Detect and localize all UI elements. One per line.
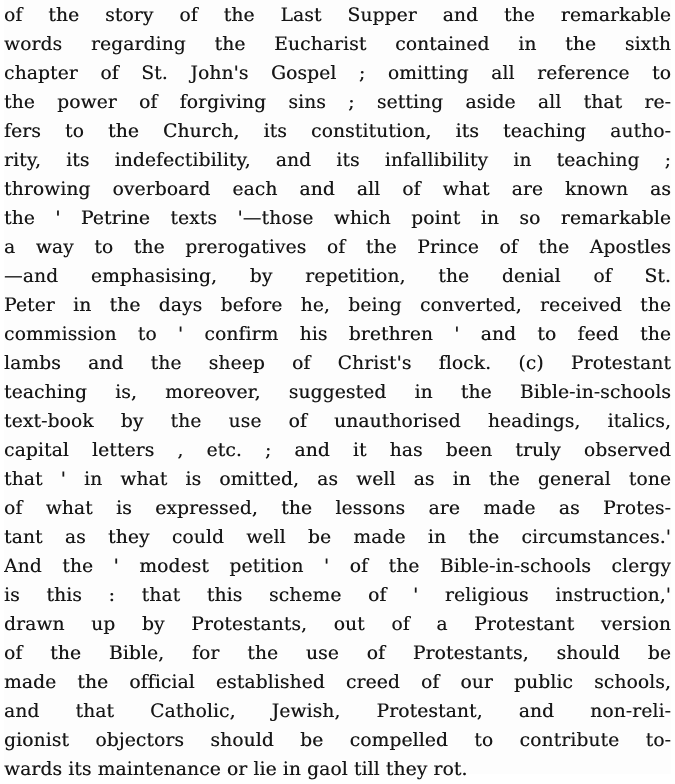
text-line-3: chapter of St. John's Gospel ; omitting all reference to xyxy=(4,63,671,84)
text-line-6: rity, its indefectibility, and its infallibility in teaching ; xyxy=(4,150,671,171)
text-line-1: of the story of the Last Supper and the remarkable xyxy=(4,5,671,26)
text-line-5: fers to the Church, its constitution, its teaching autho- xyxy=(4,121,671,142)
text-line-16: capital letters , etc. ; and it has been truly observed xyxy=(4,440,671,461)
scanned-page xyxy=(4,0,671,780)
text-line-25: and that Catholic, Jewish, Protestant, and non-reli- xyxy=(4,701,671,722)
text-line-24: made the official established creed of our public schools, xyxy=(4,672,671,693)
text-line-12: commission to ' confirm his brethren ' and to feed the xyxy=(4,324,671,345)
text-line-18: of what is expressed, the lessons are made as Protes- xyxy=(4,498,671,519)
text-line-15: text-book by the use of unauthorised headings, italics, xyxy=(4,411,671,432)
text-line-13: lambs and the sheep of Christ's flock. (c) Protestant xyxy=(4,353,671,374)
text-line-22: drawn up by Protestants, out of a Protestant version xyxy=(4,614,671,635)
text-line-20: And the ' modest petition ' of the Bible-in-schools clergy xyxy=(4,556,671,577)
text-line-8: the ' Petrine texts '—those which point in so remarkable xyxy=(4,208,671,229)
text-line-4: the power of forgiving sins ; setting aside all that re- xyxy=(4,92,671,113)
text-line-14: teaching is, moreover, suggested in the Bible-in-schools xyxy=(4,382,671,403)
text-line-10: —and emphasising, by repetition, the denial of St. xyxy=(4,266,671,287)
body-text xyxy=(4,1,671,784)
text-line-11: Peter in the days before he, being converted, received the xyxy=(4,295,671,316)
text-line-23: of the Bible, for the use of Protestants, should be xyxy=(4,643,671,664)
text-line-9: a way to the prerogatives of the Prince of the Apostles xyxy=(4,237,671,258)
text-line-7: throwing overboard each and all of what are known as xyxy=(4,179,671,200)
text-line-17: that ' in what is omitted, as well as in the general tone xyxy=(4,469,671,490)
text-line-26: gionist objectors should be compelled to contribute to- xyxy=(4,730,671,751)
text-line-2: words regarding the Eucharist contained in the sixth xyxy=(4,34,671,55)
text-line-19: tant as they could well be made in the circumstances.' xyxy=(4,527,671,548)
text-line-27: wards its maintenance or lie in gaol till they rot. xyxy=(4,759,468,780)
text-line-21: is this : that this scheme of ' religious instruction,' xyxy=(4,585,671,606)
